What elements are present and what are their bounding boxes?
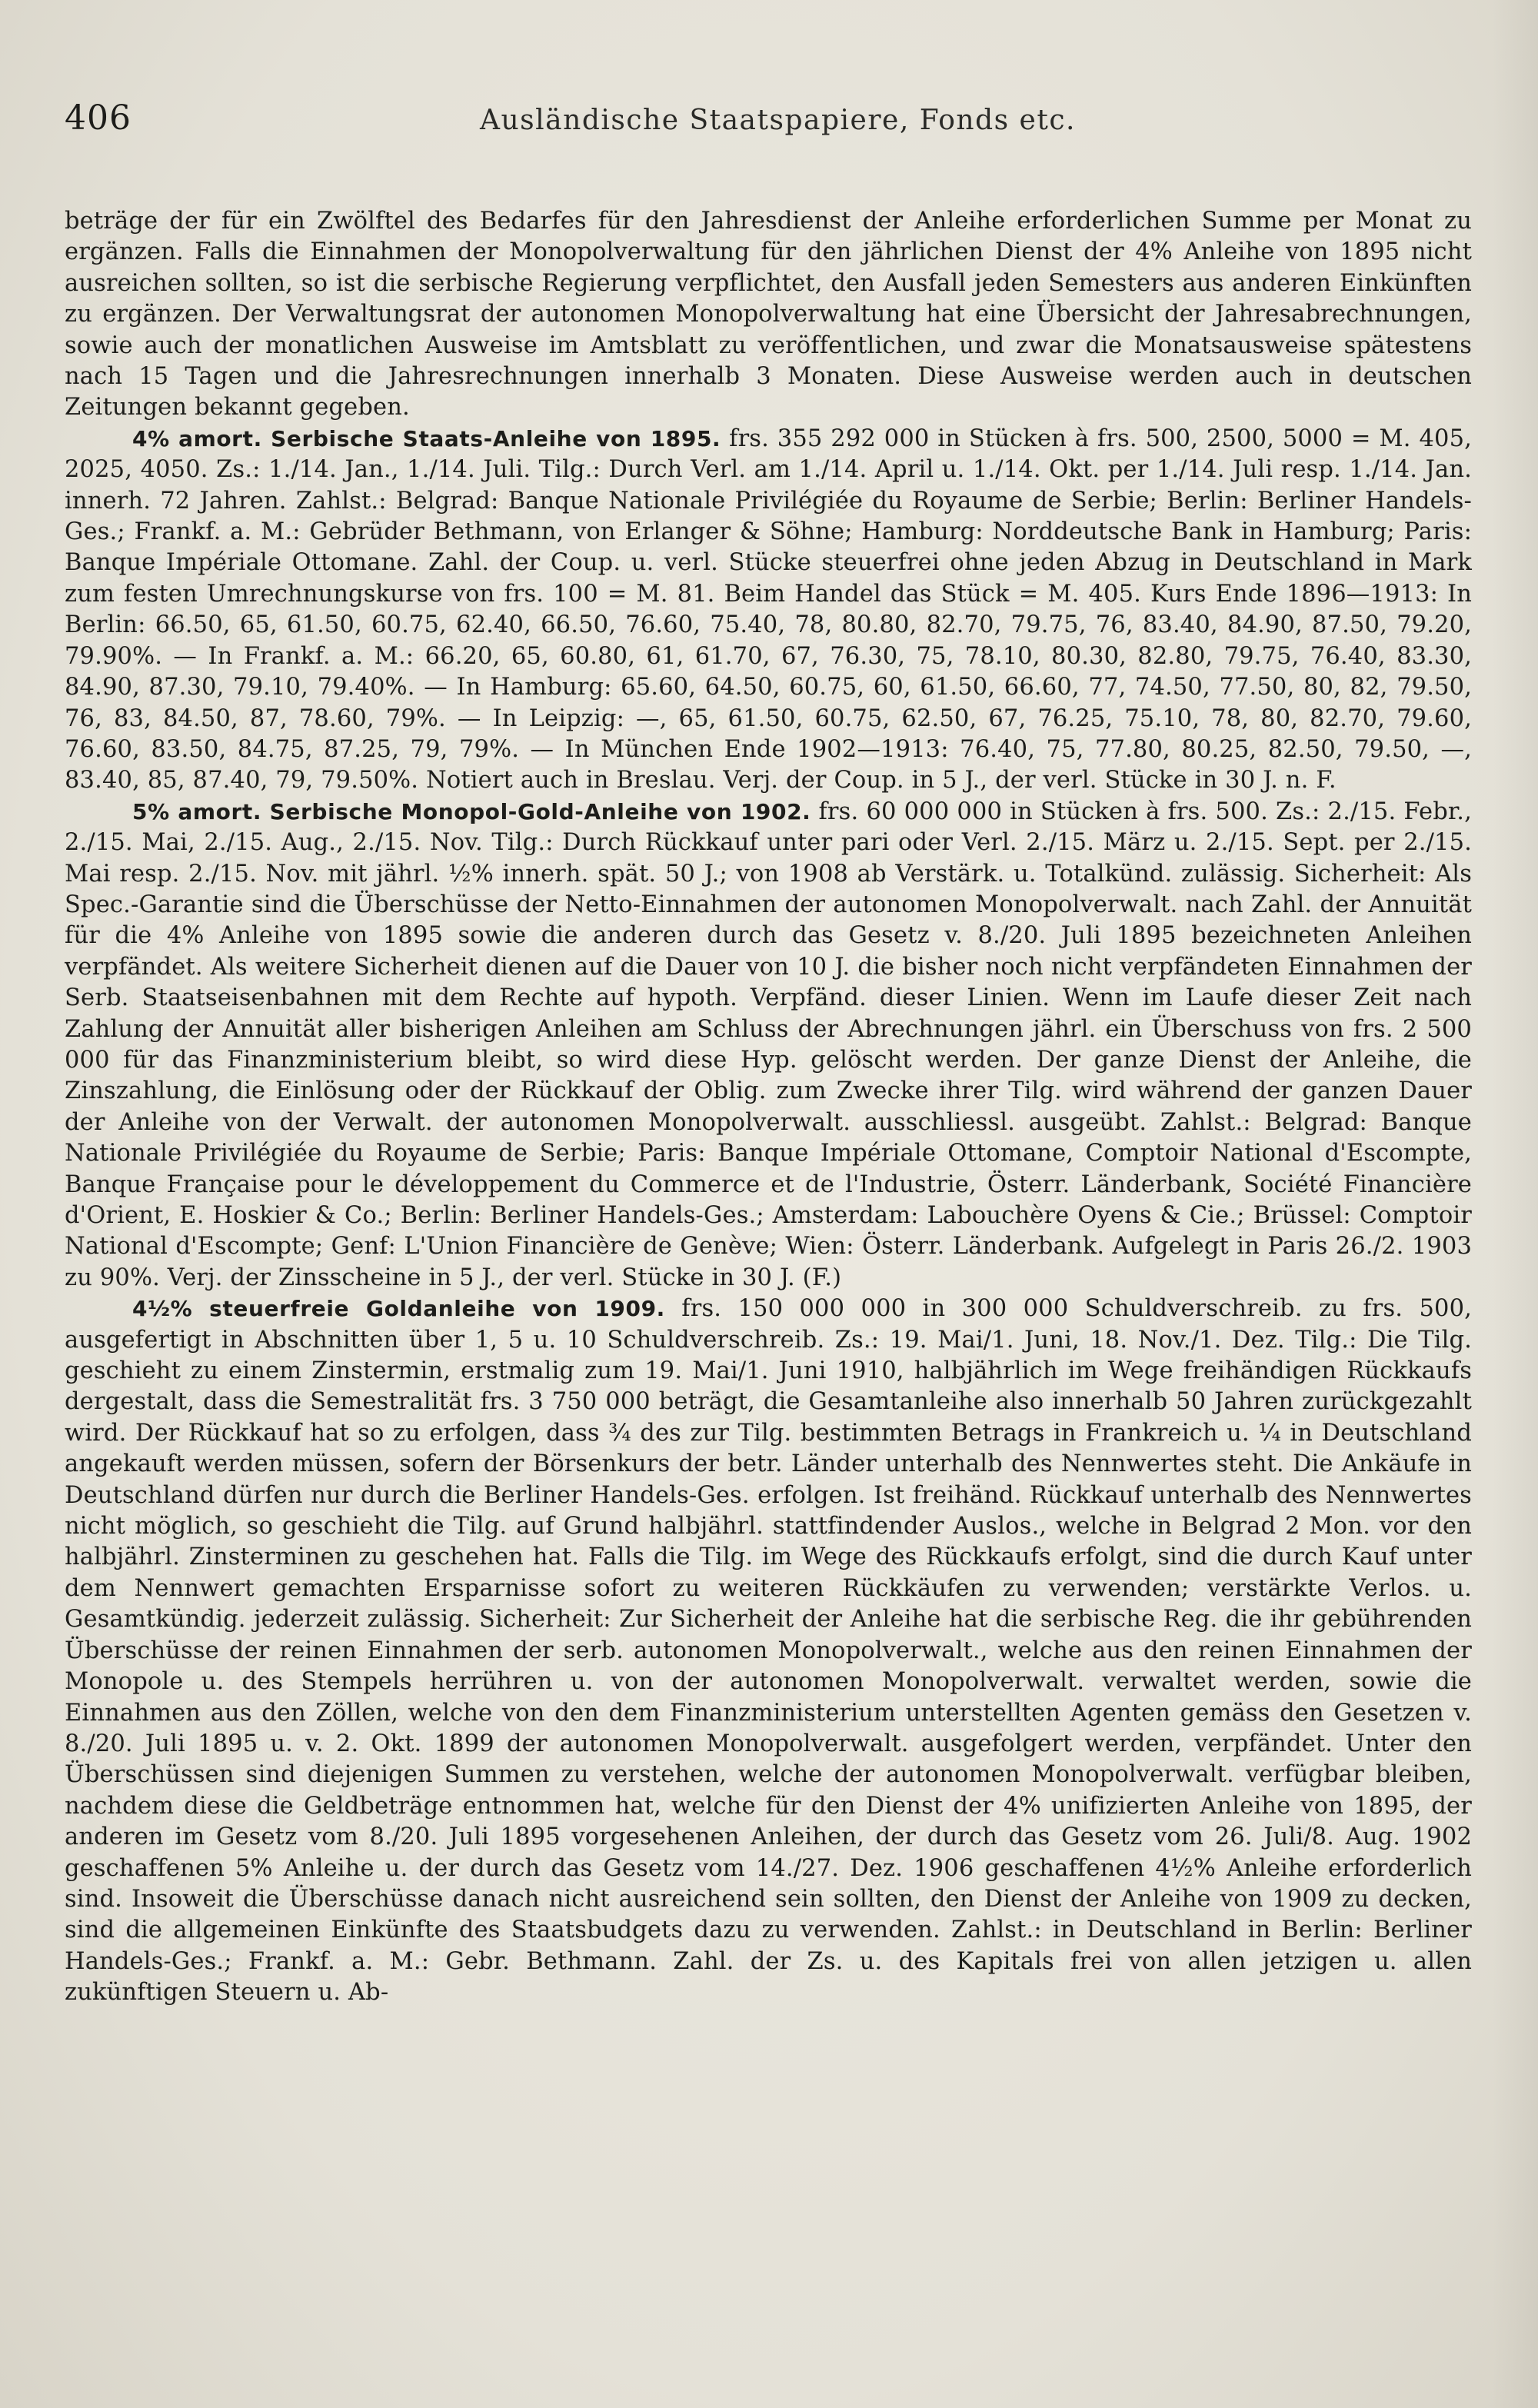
paragraph-continuation [65, 206, 1472, 424]
loan-entry-1902 [65, 797, 1472, 1294]
running-head: Ausländische Staatspapiere, Fonds etc. [480, 105, 1076, 136]
page-number: 406 [65, 98, 131, 138]
body-text [65, 206, 1472, 2009]
loan-title: 5% amort. Serbische Monopol-Gold-Anleihe von 1902. [132, 798, 811, 824]
loan-title: 4½% steuerfreie Goldanleihe von 1909. [132, 1296, 665, 1322]
loan-title: 4% amort. Serbische Staats-Anleihe von 1895. [132, 425, 721, 451]
paragraph-text: frs. 60 000 000 in Stücken à frs. 500. Zs.: 2./15. Febr., 2./15. Mai, 2./15. Aug., 2./15. Nov. Tilg.: Durch Rückkauf unter pari oder Verl. 2./15. März u. 2./15. Sept. per 2./15. Mai resp. 2./15. Nov. mit jährl. ½% innerh. spät. 50 J.; von 1908 ab Verstärk. u. Totalkünd. zulässig. Sicherheit: Als Spec.-Garantie sind die Überschüsse der Netto-Einnahmen der autonomen Monopolverwalt. nach Zahl. der Annuität für die 4% Anleihe von 1895 sowie die anderen durch das Gesetz v. 8./20. Juli 1895 bezeichneten Anleihen verpfändet. Als weitere Sicherheit dienen auf die Dauer von 10 J. die bisher noch nicht verpfändeten Einnahmen der Serb. Staatseisenbahnen mit dem Rechte auf hypoth. Verpfänd. dieser Linien. Wenn im Laufe dieser Zeit nach Zahlung der Annuität aller bisherigen Anleihen am Schluss der Abrechnungen jährl. ein Überschuss von frs. 2 500 000 für das Finanzministerium bleibt, so wird diese Hyp. gelöscht werden. Der ganze Dienst der Anleihe, die Zinszahlung, die Einlösung oder der Rückkauf der Oblig. zum Zwecke ihrer Tilg. wird während der ganzen Dauer der Anleihe von der Verwalt. der autonomen Monopolverwalt. ausschliessl. ausgeübt. Zahlst.: Belgrad: Banque Nationale Privilégiée du Royaume de Serbie; Paris: Banque Impériale Ottomane, Comptoir National d'Escompte, Banque Française pour le développement du Commerce et de l'Industrie, Österr. Länderbank, Société Financière d'Orient, E. Hoskier & Co.; Berlin: Berliner Handels-Ges.; Amsterdam: Labouchère Oyens & Cie.; Brüssel: Comptoir National d'Escompte; Genf: L'Union Financière de Genève; Wien: Österr. Länderbank. Aufgelegt in Paris 26./2. 1903 zu 90%. Verj. der Zinsscheine in 5 J., der verl. Stücke in 30 J. (F.) [65, 798, 1472, 1291]
paragraph-text: frs. 355 292 000 in Stücken à frs. 500, 2500, 5000 = M. 405, 2025, 4050. Zs.: 1./14. Jan., 1./14. Juli. Tilg.: Durch Verl. am 1./14. April u. 1./14. Okt. per 1./14. Juli resp. 1./14. Jan. innerh. 72 Jahren. Zahlst.: Belgrad: Banque Nationale Privilégiée du Royaume de Serbie; Berlin: Berliner Handels-Ges.; Frankf. a. M.: Gebrüder Bethmann, von Erlanger & Söhne; Hamburg: Norddeutsche Bank in Hamburg; Paris: Banque Impériale Ottomane. Zahl. der Coup. u. verl. Stücke steuerfrei ohne jeden Abzug in Deutschland in Mark zum festen Umrechnungskurse von frs. 100 = M. 81. Beim Handel das Stück = M. 405. Kurs Ende 1896—1913: In Berlin: 66.50, 65, 61.50, 60.75, 62.40, 66.50, 76.60, 75.40, 78, 80.80, 82.70, 79.75, 76, 83.40, 84.90, 87.50, 79.20, 79.90%. — In Frankf. a. M.: 66.20, 65, 60.80, 61, 61.70, 67, 76.30, 75, 78.10, 80.30, 82.80, 79.75, 76.40, 83.30, 84.90, 87.30, 79.10, 79.40%. — In Hamburg: 65.60, 64.50, 60.75, 60, 61.50, 66.60, 77, 74.50, 77.50, 80, 82, 79.50, 76, 83, 84.50, 87, 78.60, 79%. — In Leipzig: —, 65, 61.50, 60.75, 62.50, 67, 76.25, 75.10, 78, 80, 82.70, 79.60, 76.60, 83.50, 84.75, 87.25, 79, 79%. — In München Ende 1902—1913: 76.40, 75, 77.80, 80.25, 82.50, 79.50, —, 83.40, 85, 87.40, 79, 79.50%. Notiert auch in Breslau. Verj. der Coup. in 5 J., der verl. Stücke in 30 J. n. F. [65, 425, 1472, 794]
paragraph-text: beträge der für ein Zwölftel des Bedarfes für den Jahresdienst der Anleihe erforderlichen Summe per Monat zu ergänzen. Falls die Einnahmen der Monopolverwaltung für den jährlichen Dienst der 4% Anleihe von 1895 nicht ausreichen sollten, so ist die serbische Regierung verpflichtet, den Ausfall jeden Semesters aus anderen Einkünften zu ergänzen. Der Verwaltungsrat der autonomen Monopolverwaltung hat eine Übersicht der Jahresabrechnungen, sowie auch der monatlichen Ausweise im Amtsblatt zu veröffentlichen, und zwar die Monatsausweise spätestens nach 15 Tagen und die Jahresrechnungen innerhalb 3 Monaten. Diese Ausweise werden auch in deutschen Zeitungen bekannt gegeben. [65, 208, 1472, 421]
loan-entry-1909 [65, 1294, 1472, 2008]
loan-entry-1895 [65, 424, 1472, 797]
paragraph-text: frs. 150 000 000 in 300 000 Schuldverschreib. zu frs. 500, ausgefertigt in Abschnitten über 1, 5 u. 10 Schuldverschreib. Zs.: 19. Mai/1. Juni, 18. Nov./1. Dez. Tilg.: Die Tilg. geschieht zu einem Zinstermin, erstmalig zum 19. Mai/1. Juni 1910, halbjährlich im Wege freihändigen Rückkaufs dergestalt, dass die Semestralität frs. 3 750 000 beträgt, die Gesamtanleihe also innerhalb 50 Jahren zurückgezahlt wird. Der Rückkauf hat so zu erfolgen, dass ¾ des zur Tilg. bestimmten Betrags in Frankreich u. ¼ in Deutschland angekauft werden müssen, sofern der Börsenkurs der betr. Länder unterhalb des Nennwertes steht. Die Ankäufe in Deutschland dürfen nur durch die Berliner Handels-Ges. erfolgen. Ist freihänd. Rückkauf unterhalb des Nennwertes nicht möglich, so geschieht die Tilg. auf Grund halbjährl. stattfindender Auslos., welche in Belgrad 2 Mon. vor den halbjährl. Zinsterminen zu geschehen hat. Falls die Tilg. im Wege des Rückkaufs erfolgt, sind die durch Kauf unter dem Nennwert gemachten Ersparnisse sofort zu weiteren Rückkäufen zu verwenden; verstärkte Verlos. u. Gesamtkündig. jederzeit zulässig. Sicherheit: Zur Sicherheit der Anleihe hat die serbische Reg. die ihr gebührenden Überschüsse der reinen Einnahmen der serb. autonomen Monopolverwalt., welche aus den reinen Einnahmen der Monopole u. des Stempels herrühren u. von der autonomen Monopolverwalt. verwaltet werden, sowie die Einnahmen aus den Zöllen, welche von den dem Finanzministerium unterstellten Agenten gemäss den Gesetzen v. 8./20. Juli 1895 u. v. 2. Okt. 1899 der autonomen Monopolverwalt. ausgefolgert werden, verpfändet. Unter den Überschüssen sind diejenigen Summen zu verstehen, welche der autonomen Monopolverwalt. verfügbar bleiben, nachdem diese die Geldbeträge entnommen hat, welche für den Dienst der 4% unifizierten Anleihe von 1895, der anderen im Gesetz vom 8./20. Juli 1895 vorgesehenen Anleihen, der durch das Gesetz vom 26. Juli/8. Aug. 1902 geschaffenen 5% Anleihe u. der durch das Gesetz vom 14./27. Dez. 1906 geschaffenen 4½% Anleihe erforderlich sind. Insoweit die Überschüsse danach nicht ausreichend sein sollten, den Dienst der Anleihe von 1909 zu decken, sind die allgemeinen Einkünfte des Staatsbudgets dazu zu verwenden. Zahlst.: in Deutschland in Berlin: Berliner Handels-Ges.; Frankf. a. M.: Gebr. Bethmann. Zahl. der Zs. u. des Kapitals frei von allen jetzigen u. allen zukünftigen Steuern u. Ab- [65, 1295, 1472, 2007]
page-edge-shadow [1492, 0, 1538, 2408]
page-header [65, 98, 1472, 155]
